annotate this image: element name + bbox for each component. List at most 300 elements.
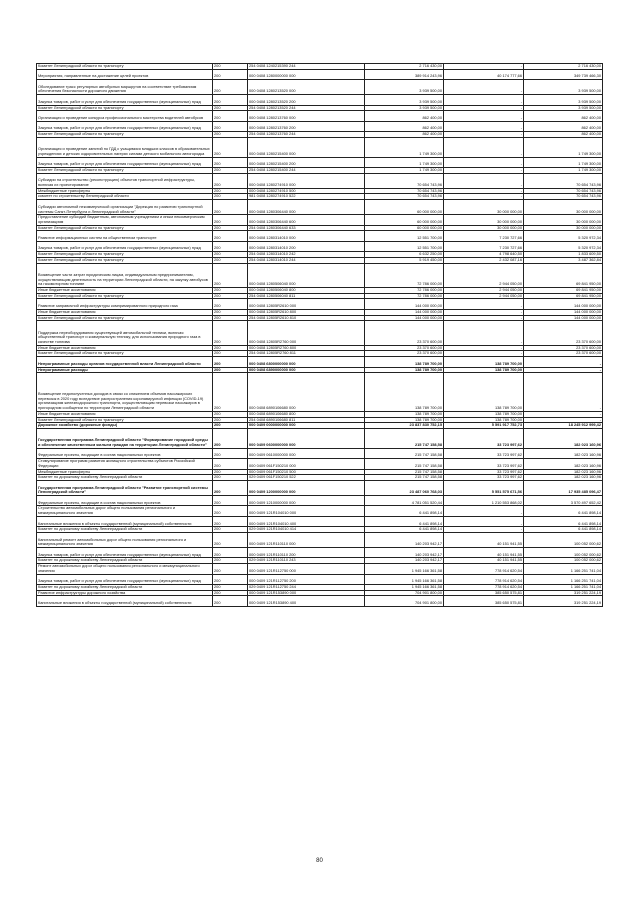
row-executed-cell: -: [444, 516, 524, 526]
table-row: [37, 480, 603, 495]
row-unexecuted-cell: 23 370 600,00: [524, 351, 603, 357]
row-line-code-cell: 200: [213, 231, 248, 241]
row-name-cell: Организация и проведение занятий по ГДД с учащимися младших классов в образовательных учреждениях и детских оздоровительных лагерях силами детского мобильного автогородка: [37, 137, 213, 157]
row-unexecuted-cell: 30 000 000,00: [524, 225, 603, 231]
row-name-cell: Закупка товаров, работ и услуг для обеспечения государственных (муниципальных) нужд: [37, 121, 213, 131]
row-line-code-cell: 200: [213, 417, 248, 423]
row-unexecuted-cell: 100 052 000,62: [524, 548, 603, 558]
table-row: [37, 373, 603, 412]
row-approved-cell: 215 747 158,58: [365, 459, 444, 469]
table-row: [37, 506, 603, 516]
table-row: [37, 321, 603, 346]
row-unexecuted-cell: 3 939 500,00: [524, 105, 603, 111]
row-unexecuted-cell: 1 166 251 741,04: [524, 574, 603, 584]
row-line-code-cell: 200: [213, 157, 248, 167]
row-executed-cell: 33 723 997,62: [444, 428, 524, 448]
row-line-code-cell: 200: [213, 564, 248, 574]
row-approved-cell: 3 939 500,00: [365, 95, 444, 105]
row-unexecuted-cell: 23 370 600,00: [524, 321, 603, 346]
row-budget-code-cell: 000 0408 1280314010 200: [248, 241, 365, 251]
row-approved-cell: 215 747 158,58: [365, 475, 444, 481]
row-line-code-cell: 200: [213, 263, 248, 288]
row-budget-code-cell: 000 0409 0000000000 000: [248, 423, 365, 429]
row-line-code-cell: 200: [213, 257, 248, 263]
row-budget-code-cell: 029 0409 121R104010 414: [248, 527, 365, 533]
row-budget-code-cell: 000 0408 1280306440 000: [248, 200, 365, 215]
row-approved-cell: 1 945 166 361,58: [365, 584, 444, 590]
row-unexecuted-cell: 182 023 160,96: [524, 459, 603, 469]
row-budget-code-cell: 000 0408 12805R2760 000: [248, 321, 365, 346]
row-approved-cell: 4 781 051 520,44: [365, 496, 444, 506]
table-row: [37, 121, 603, 131]
row-name-cell: Развитие информационных систем на общественном транспорте: [37, 231, 213, 241]
row-line-code-cell: 200: [213, 590, 248, 596]
row-line-code-cell: 200: [213, 252, 248, 258]
row-approved-cell: 6 441 898,14: [365, 516, 444, 526]
row-budget-code-cell: 254 0408 1280215400 244: [248, 167, 365, 173]
row-budget-code-cell: 000 0408 1280306440 600: [248, 215, 365, 225]
row-name-cell: Дорожное хозяйство (дорожные фонды): [37, 423, 213, 429]
row-name-cell: Комитет Ленинградской области по транспорту: [37, 225, 213, 231]
row-budget-code-cell: 000 0408 1280274910 000: [248, 173, 365, 188]
row-approved-cell: 138 789 700,00: [365, 411, 444, 417]
row-line-code-cell: 200: [213, 299, 248, 309]
row-approved-cell: 704 901 800,00: [365, 590, 444, 596]
row-name-cell: Строительство автомобильных дорог общего пользования регионального и межмуниципального значения: [37, 506, 213, 516]
row-line-code-cell: 200: [213, 596, 248, 606]
row-budget-code-cell: 000 0408 1280314010 000: [248, 231, 365, 241]
row-unexecuted-cell: 1 749 300,00: [524, 167, 603, 173]
row-executed-cell: -: [444, 95, 524, 105]
row-name-cell: Иные бюджетные ассигнования: [37, 411, 213, 417]
row-line-code-cell: 200: [213, 584, 248, 590]
row-name-cell: Комитет по дорожному хозяйству Ленинградской области: [37, 475, 213, 481]
table-row: [37, 299, 603, 309]
row-executed-cell: 138 789 700,00: [444, 367, 524, 373]
row-line-code-cell: 200: [213, 411, 248, 417]
row-unexecuted-cell: 319 251 224,19: [524, 596, 603, 606]
table-row: [37, 574, 603, 584]
row-approved-cell: 1 749 300,00: [365, 157, 444, 167]
row-budget-code-cell: 254 0408 12805R2760 811: [248, 351, 365, 357]
row-executed-cell: 40 151 941,55: [444, 558, 524, 564]
row-budget-code-cell: 254 0408 6890106680 811: [248, 417, 365, 423]
row-executed-cell: -: [444, 321, 524, 346]
row-name-cell: Государственная программа Ленинградской области "Формирование городской среды и обеспечение качественным жильем граждан на территории Ленинградской области": [37, 428, 213, 448]
row-line-code-cell: 200: [213, 80, 248, 95]
row-approved-cell: 138 789 700,00: [365, 367, 444, 373]
row-line-code-cell: 200: [213, 200, 248, 215]
row-executed-cell: 138 789 700,00: [444, 373, 524, 412]
row-name-cell: Закупка товаров, работ и услуг для обеспечения государственных (муниципальных) нужд: [37, 241, 213, 251]
row-budget-code-cell: 000 0408 6800000000 000: [248, 357, 365, 367]
row-line-code-cell: 200: [213, 194, 248, 200]
row-name-cell: Субсидии автономной некоммерческой организации "Дирекция по развитию транспортной системы Санкт-Петербурга и Ленинградской области": [37, 200, 213, 215]
budget-execution-table: [36, 63, 603, 607]
table-row: [37, 564, 603, 574]
row-approved-cell: 389 914 243,96: [365, 69, 444, 79]
row-budget-code-cell: 000 0408 12805R2760 800: [248, 345, 365, 351]
row-line-code-cell: 200: [213, 173, 248, 188]
row-line-code-cell: 200: [213, 506, 248, 516]
row-executed-cell: 33 723 997,62: [444, 459, 524, 469]
row-unexecuted-cell: 144 000 000,00: [524, 299, 603, 309]
row-budget-code-cell: 000 0408 1280215400 000: [248, 137, 365, 157]
row-executed-cell: 2 432 087,16: [444, 257, 524, 263]
row-executed-cell: 33 723 997,62: [444, 475, 524, 481]
row-approved-cell: 862 400,00: [365, 111, 444, 121]
row-approved-cell: 144 000 000,00: [365, 299, 444, 309]
row-executed-cell: -: [444, 315, 524, 321]
row-budget-code-cell: 000 0408 1280506040 800: [248, 288, 365, 294]
row-name-cell: Закупка товаров, работ и услуг для обеспечения государственных (муниципальных) нужд: [37, 574, 213, 584]
row-line-code-cell: 200: [213, 558, 248, 564]
table-row: [37, 548, 603, 558]
row-executed-cell: 40 151 941,55: [444, 532, 524, 547]
row-line-code-cell: 200: [213, 293, 248, 299]
row-name-cell: Межбюджетные трансферты: [37, 188, 213, 194]
row-executed-cell: 385 650 575,81: [444, 590, 524, 596]
table-row: [37, 532, 603, 547]
row-executed-cell: 30 000 000,00: [444, 215, 524, 225]
row-unexecuted-cell: 30 000 000,00: [524, 215, 603, 225]
row-line-code-cell: 200: [213, 574, 248, 584]
row-name-cell: Возмещение недополученных доходов в связи со снижением объемов пассажирских перевозок в 2020 году вследствие распространения коронавирусной инфекции (COVID-19) организациям железнодорожного транспорта, осуществляющим перевозки пассажиров в пригородном сообщении по территории Ленинградской области: [37, 373, 213, 412]
row-budget-code-cell: 254 0408 1240215390 244: [248, 64, 365, 70]
row-unexecuted-cell: 69 841 950,00: [524, 263, 603, 288]
row-budget-code-cell: 000 0409 121R153890 400: [248, 596, 365, 606]
row-name-cell: Комитет Ленинградской области по транспорту: [37, 64, 213, 70]
row-line-code-cell: 200: [213, 288, 248, 294]
row-approved-cell: 6 441 898,14: [365, 527, 444, 533]
table-row: [37, 80, 603, 95]
row-line-code-cell: 200: [213, 309, 248, 315]
row-name-cell: Обследование трасс регулярных автобусных маршрутов на соответствие требованиям обеспечения безопасности дорожного движения: [37, 80, 213, 95]
row-approved-cell: 6 632 250,00: [365, 252, 444, 258]
row-budget-code-cell: 000 0409 121R110110 200: [248, 548, 365, 558]
row-unexecuted-cell: 862 400,00: [524, 121, 603, 131]
row-name-cell: Организация и проведение конкурса профессионального мастерства водителей автобусов: [37, 111, 213, 121]
row-unexecuted-cell: 144 000 000,00: [524, 309, 603, 315]
row-name-cell: Государственная программа Ленинградской области "Развитие транспортной системы Ленинградской области": [37, 480, 213, 495]
row-name-cell: Непрограммные расходы: [37, 367, 213, 373]
row-name-cell: Стимулирование программ развития жилищного строительства субъектов Российской Федерации: [37, 459, 213, 469]
row-line-code-cell: 200: [213, 527, 248, 533]
budget-table-sheet: [36, 63, 602, 607]
row-approved-cell: 1 945 166 361,58: [365, 564, 444, 574]
row-budget-code-cell: 000 0409 1200000000 000: [248, 480, 365, 495]
row-approved-cell: 138 789 700,00: [365, 373, 444, 412]
row-name-cell: Комитет Ленинградской области по транспорту: [37, 257, 213, 263]
row-unexecuted-cell: 23 370 600,00: [524, 345, 603, 351]
row-line-code-cell: 200: [213, 469, 248, 475]
row-approved-cell: 60 000 000,00: [365, 215, 444, 225]
row-approved-cell: 140 203 942,17: [365, 548, 444, 558]
row-unexecuted-cell: 30 000 000,00: [524, 200, 603, 215]
row-executed-cell: 30 000 000,00: [444, 225, 524, 231]
row-unexecuted-cell: 18 245 912 999,42: [524, 423, 603, 429]
table-row: [37, 231, 603, 241]
row-executed-cell: 4 798 640,50: [444, 252, 524, 258]
row-name-cell: Комитет по дорожному хозяйству Ленинградской области: [37, 584, 213, 590]
row-approved-cell: 2 716 430,00: [365, 64, 444, 70]
row-unexecuted-cell: 144 000 000,00: [524, 315, 603, 321]
row-budget-code-cell: 000 0408 1280213520 000: [248, 80, 365, 95]
row-line-code-cell: 200: [213, 215, 248, 225]
row-line-code-cell: 200: [213, 105, 248, 111]
row-line-code-cell: 200: [213, 111, 248, 121]
row-executed-cell: -: [444, 345, 524, 351]
row-unexecuted-cell: 17 935 485 096,47: [524, 480, 603, 495]
row-budget-code-cell: 000 0408 1280213760 200: [248, 121, 365, 131]
row-line-code-cell: 200: [213, 95, 248, 105]
row-budget-code-cell: 000 0408 1280215400 200: [248, 157, 365, 167]
row-unexecuted-cell: 1 166 251 741,04: [524, 564, 603, 574]
table-row: [37, 157, 603, 167]
table-row: [37, 428, 603, 448]
row-approved-cell: 23 370 600,00: [365, 351, 444, 357]
row-name-cell: Комитет по дорожному хозяйству Ленинградской области: [37, 558, 213, 564]
row-executed-cell: 138 789 700,00: [444, 411, 524, 417]
table-row: [37, 200, 603, 215]
row-executed-cell: -: [444, 132, 524, 138]
row-budget-code-cell: 254 0408 1280506040 811: [248, 293, 365, 299]
row-name-cell: Ремонт автомобильных дорог общего пользования регионального и межмуниципального значения: [37, 564, 213, 574]
table-row: [37, 137, 603, 157]
row-unexecuted-cell: 6 441 898,14: [524, 516, 603, 526]
row-approved-cell: 60 000 000,00: [365, 225, 444, 231]
row-approved-cell: 23 837 830 752,15: [365, 423, 444, 429]
row-budget-code-cell: 000 0409 121R112750 000: [248, 564, 365, 574]
row-budget-code-cell: 000 0409 0600000000 000: [248, 428, 365, 448]
table-row: [37, 448, 603, 458]
row-name-cell: Иные бюджетные ассигнования: [37, 309, 213, 315]
row-name-cell: Комитет Ленинградской области по транспорту: [37, 417, 213, 423]
page-number: 80: [316, 858, 323, 864]
row-budget-code-cell: 981 0408 1280274910 522: [248, 194, 365, 200]
table-row: [37, 241, 603, 251]
row-budget-code-cell: 000 0408 12805R2610 800: [248, 309, 365, 315]
row-approved-cell: 3 939 500,00: [365, 80, 444, 95]
row-budget-code-cell: 000 0409 121R153890 000: [248, 590, 365, 596]
row-name-cell: Комитет Ленинградской области по транспорту: [37, 167, 213, 173]
row-line-code-cell: 200: [213, 459, 248, 469]
row-line-code-cell: 200: [213, 137, 248, 157]
row-approved-cell: 1 749 300,00: [365, 137, 444, 157]
row-unexecuted-cell: 3 939 500,00: [524, 95, 603, 105]
row-executed-cell: 2 944 050,00: [444, 288, 524, 294]
row-approved-cell: 1 749 300,00: [365, 167, 444, 173]
row-budget-code-cell: 254 0408 1280314010 242: [248, 252, 365, 258]
row-executed-cell: 40 151 941,55: [444, 548, 524, 558]
row-approved-cell: 138 789 700,00: [365, 357, 444, 367]
row-line-code-cell: 200: [213, 64, 248, 70]
row-budget-code-cell: 000 0408 6890106680 000: [248, 373, 365, 412]
row-name-cell: Комитет Ленинградской области по транспорту: [37, 351, 213, 357]
row-approved-cell: 6 441 898,14: [365, 506, 444, 516]
row-unexecuted-cell: 69 841 950,00: [524, 293, 603, 299]
row-line-code-cell: 200: [213, 188, 248, 194]
row-executed-cell: -: [444, 527, 524, 533]
row-name-cell: Комитет Ленинградской области по транспорту: [37, 293, 213, 299]
row-approved-cell: 140 203 942,17: [365, 532, 444, 547]
row-line-code-cell: 200: [213, 480, 248, 495]
row-approved-cell: 70 654 743,96: [365, 188, 444, 194]
table-row: [37, 357, 603, 367]
row-executed-cell: 138 789 700,00: [444, 417, 524, 423]
row-budget-code-cell: 254 0408 1280213760 244: [248, 132, 365, 138]
row-unexecuted-cell: 2 716 430,00: [524, 64, 603, 70]
row-budget-code-cell: 000 0408 1280213520 200: [248, 95, 365, 105]
row-unexecuted-cell: 70 654 743,96: [524, 194, 603, 200]
row-line-code-cell: 200: [213, 315, 248, 321]
table-row: [37, 69, 603, 79]
row-line-code-cell: 200: [213, 548, 248, 558]
row-budget-code-cell: 000 0408 1280274910 500: [248, 188, 365, 194]
row-unexecuted-cell: 182 023 160,96: [524, 469, 603, 475]
row-name-cell: Комитет Ленинградской области по транспорту: [37, 105, 213, 111]
row-budget-code-cell: 000 0409 1210000000 000: [248, 496, 365, 506]
row-name-cell: Мероприятия, направленные на достижение целей проектов: [37, 69, 213, 79]
row-line-code-cell: 200: [213, 428, 248, 448]
row-name-cell: Капитальные вложения в объекты государственной (муниципальной) собственности: [37, 596, 213, 606]
row-budget-code-cell: 000 0408 1280506040 000: [248, 263, 365, 288]
row-approved-cell: 215 747 158,58: [365, 448, 444, 458]
row-line-code-cell: 200: [213, 516, 248, 526]
row-unexecuted-cell: 349 739 466,30: [524, 69, 603, 79]
row-budget-code-cell: 000 0409 121R104010 400: [248, 516, 365, 526]
row-name-cell: Закупка товаров, работ и услуг для обеспечения государственных (муниципальных) нужд: [37, 548, 213, 558]
row-approved-cell: 138 789 700,00: [365, 417, 444, 423]
row-name-cell: Иные бюджетные ассигнования: [37, 288, 213, 294]
table-row: [37, 496, 603, 506]
row-unexecuted-cell: 5 320 972,34: [524, 231, 603, 241]
row-executed-cell: -: [444, 506, 524, 516]
row-budget-code-cell: 000 0409 121R112750 200: [248, 574, 365, 584]
row-unexecuted-cell: 6 441 898,14: [524, 527, 603, 533]
row-line-code-cell: 200: [213, 121, 248, 131]
row-unexecuted-cell: -: [524, 367, 603, 373]
row-unexecuted-cell: 182 023 160,96: [524, 475, 603, 481]
row-unexecuted-cell: -: [524, 411, 603, 417]
row-executed-cell: 778 914 620,54: [444, 584, 524, 590]
row-line-code-cell: 200: [213, 373, 248, 412]
row-executed-cell: -: [444, 173, 524, 188]
row-unexecuted-cell: 3 570 497 652,42: [524, 496, 603, 506]
row-unexecuted-cell: 1 749 300,00: [524, 137, 603, 157]
table-row: [37, 111, 603, 121]
row-unexecuted-cell: 3 487 362,84: [524, 257, 603, 263]
row-line-code-cell: 200: [213, 496, 248, 506]
row-name-cell: Федеральные проекты, входящие в состав национальных проектов: [37, 448, 213, 458]
row-executed-cell: -: [444, 111, 524, 121]
row-approved-cell: 70 654 743,96: [365, 173, 444, 188]
row-approved-cell: 144 000 000,00: [365, 315, 444, 321]
row-executed-cell: -: [444, 299, 524, 309]
row-name-cell: Развитие заправочной инфраструктуры компримированного природного газа: [37, 299, 213, 309]
row-line-code-cell: 200: [213, 423, 248, 429]
row-budget-code-cell: 000 0408 6890000000 000: [248, 367, 365, 373]
row-budget-code-cell: 000 0408 1280213760 000: [248, 111, 365, 121]
row-budget-code-cell: 254 0408 1280213520 244: [248, 105, 365, 111]
row-name-cell: комитет по строительству Ленинградской области: [37, 194, 213, 200]
row-line-code-cell: 200: [213, 69, 248, 79]
row-unexecuted-cell: 100 052 000,62: [524, 558, 603, 564]
row-name-cell: Возмещение части затрат юридическим лицам, индивидуальным предпринимателям, осуществляющим деятельность на территории Ленинградской области, на закупку автобусов на газомоторном топливе: [37, 263, 213, 288]
row-unexecuted-cell: 1 749 300,00: [524, 157, 603, 167]
row-budget-code-cell: 000 0409 061F150210 000: [248, 459, 365, 469]
row-approved-cell: 215 747 158,58: [365, 469, 444, 475]
row-executed-cell: 5 551 575 671,56: [444, 480, 524, 495]
table-row: [37, 263, 603, 288]
row-budget-code-cell: 000 0409 121R110110 000: [248, 532, 365, 547]
row-line-code-cell: 200: [213, 167, 248, 173]
row-executed-cell: 2 944 050,00: [444, 263, 524, 288]
row-budget-code-cell: 029 0409 121R112750 244: [248, 584, 365, 590]
row-budget-code-cell: 000 0409 061F150210 500: [248, 469, 365, 475]
row-unexecuted-cell: 69 841 950,00: [524, 288, 603, 294]
table-row: [37, 459, 603, 469]
row-line-code-cell: 200: [213, 367, 248, 373]
row-executed-cell: 7 230 727,66: [444, 241, 524, 251]
budget-table-body: [37, 64, 603, 607]
row-approved-cell: 12 551 700,00: [365, 241, 444, 251]
row-executed-cell: -: [444, 309, 524, 315]
row-name-cell: Капитальные вложения в объекты государственной (муниципальной) собственности: [37, 516, 213, 526]
row-approved-cell: 23 370 600,00: [365, 321, 444, 346]
row-unexecuted-cell: 70 654 743,96: [524, 188, 603, 194]
row-approved-cell: 23 487 060 768,03: [365, 480, 444, 495]
row-budget-code-cell: 254 0408 1280314010 244: [248, 257, 365, 263]
row-approved-cell: 1 945 166 361,58: [365, 574, 444, 584]
row-executed-cell: -: [444, 80, 524, 95]
row-budget-code-cell: 254 0408 12805R2610 810: [248, 315, 365, 321]
row-executed-cell: -: [444, 157, 524, 167]
row-budget-code-cell: 000 0409 0610000000 000: [248, 448, 365, 458]
row-budget-code-cell: 000 0408 12805R2610 000: [248, 299, 365, 309]
row-executed-cell: 7 230 727,66: [444, 231, 524, 241]
row-executed-cell: 385 650 575,81: [444, 596, 524, 606]
row-line-code-cell: 200: [213, 351, 248, 357]
row-executed-cell: 1 210 553 868,02: [444, 496, 524, 506]
row-executed-cell: -: [444, 121, 524, 131]
row-unexecuted-cell: 862 400,00: [524, 111, 603, 121]
row-unexecuted-cell: 182 023 160,96: [524, 428, 603, 448]
row-executed-cell: -: [444, 167, 524, 173]
row-unexecuted-cell: -: [524, 417, 603, 423]
row-budget-code-cell: 000 0408 6890106680 800: [248, 411, 365, 417]
table-row: [37, 173, 603, 188]
row-name-cell: Закупка товаров, работ и услуг для обеспечения государственных (муниципальных) нужд: [37, 95, 213, 105]
row-budget-code-cell: 029 0409 121R110110 243: [248, 558, 365, 564]
row-line-code-cell: 200: [213, 321, 248, 346]
row-name-cell: Предоставление субсидий бюджетным, автономным учреждениям и иным некоммерческим организациям: [37, 215, 213, 225]
row-unexecuted-cell: 1 833 609,50: [524, 252, 603, 258]
row-name-cell: Межбюджетные трансферты: [37, 469, 213, 475]
row-line-code-cell: 200: [213, 357, 248, 367]
row-line-code-cell: 200: [213, 225, 248, 231]
row-approved-cell: 72 786 000,00: [365, 288, 444, 294]
row-approved-cell: 5 919 450,00: [365, 257, 444, 263]
row-name-cell: Поддержка переоборудования существующей автомобильной техники, включая общественный транспорт и коммунальную технику, для использования природного газа в качестве топлива: [37, 321, 213, 346]
row-unexecuted-cell: -: [524, 357, 603, 367]
row-budget-code-cell: 029 0409 061F150210 522: [248, 475, 365, 481]
row-executed-cell: 5 591 917 752,73: [444, 423, 524, 429]
row-executed-cell: 33 723 997,62: [444, 448, 524, 458]
table-row: [37, 95, 603, 105]
row-executed-cell: 778 914 620,54: [444, 564, 524, 574]
row-approved-cell: 704 901 800,00: [365, 596, 444, 606]
